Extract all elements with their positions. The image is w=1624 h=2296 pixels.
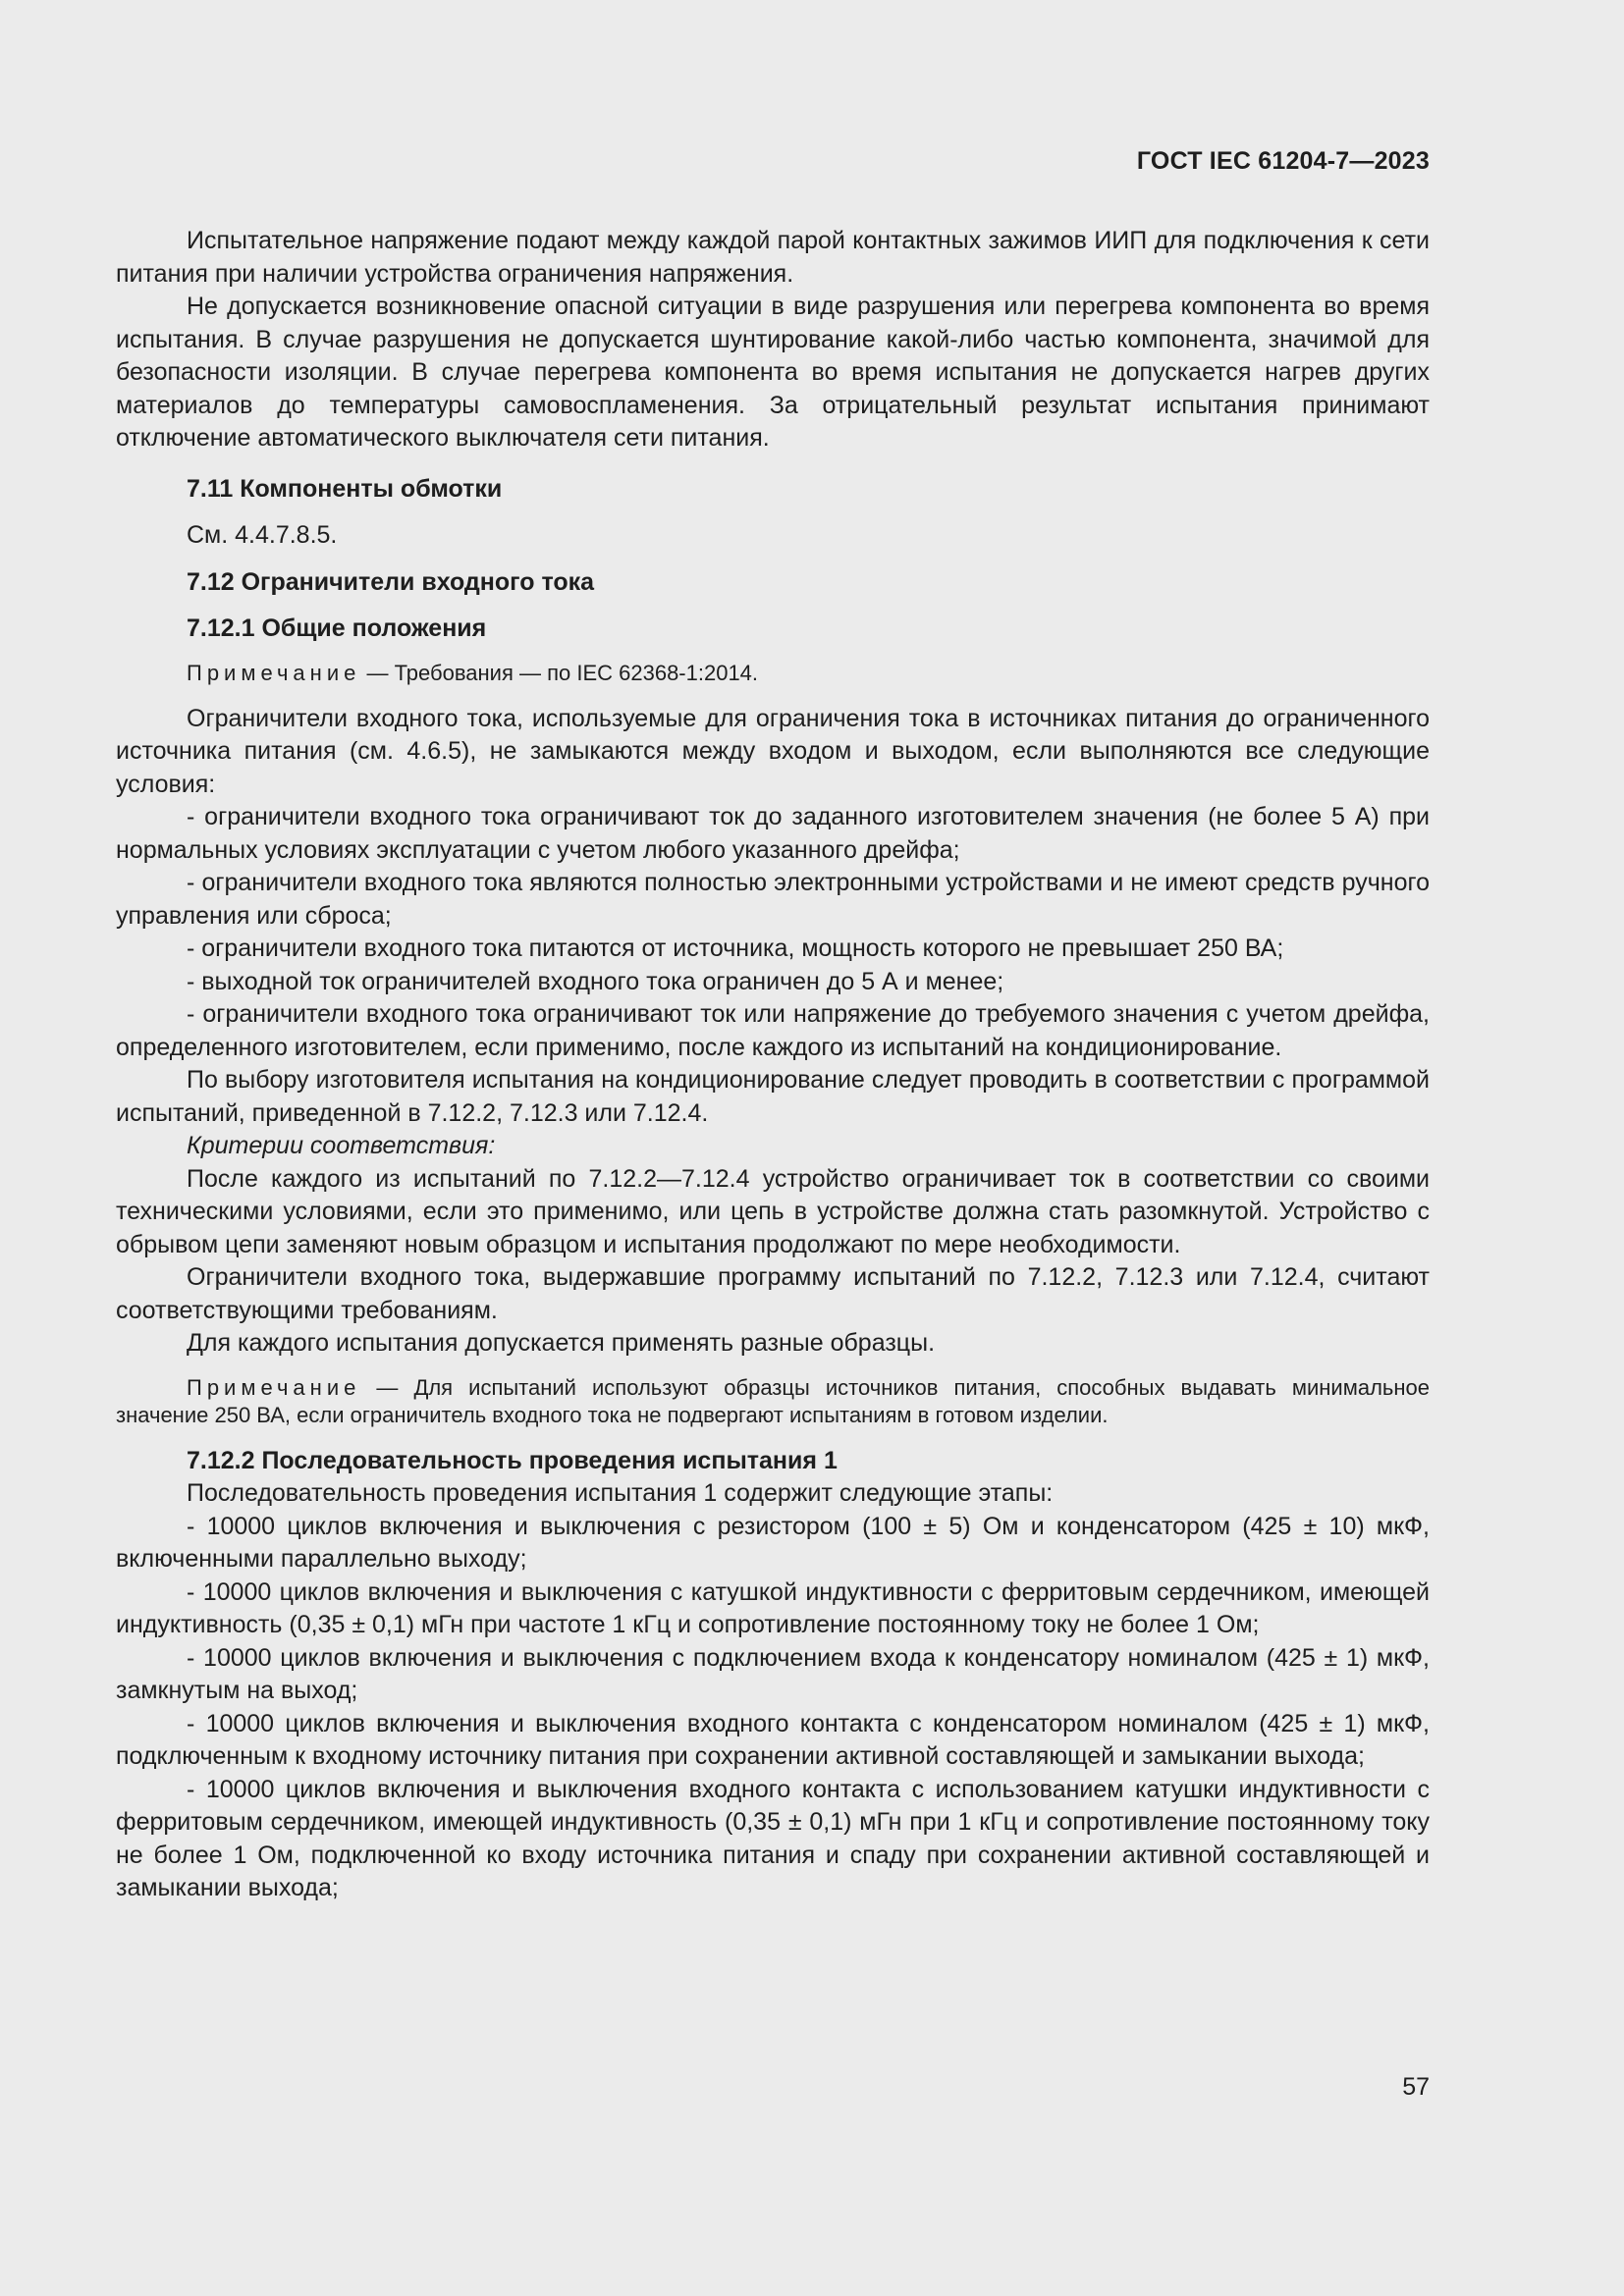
document-header: ГОСТ IEC 61204-7—2023 <box>1136 147 1430 175</box>
list-item: - 10000 циклов включения и выключения с катушкой индуктивности с ферритовым сердечником, имеющей индуктивность (0,35 ± 0,1) мГн при частоте 1 кГц и сопротивление постоянному току не более 1 Ом; <box>116 1577 1430 1638</box>
criteria-label: Критерии соответствия: <box>187 1132 496 1159</box>
list-item: - ограничители входного тока ограничивают ток или напряжение до требуемого значения с учетом дрейфа, определенного изготовителем, если применимо, после каждого из испытаний на кондиционирование. <box>116 1000 1430 1061</box>
note-label: Примечание <box>187 660 361 685</box>
list-item: - 10000 циклов включения и выключения с резистором (100 ± 5) Ом и конденсатором (425 ± 10) мкФ, включенными параллельно выходу; <box>116 1512 1430 1573</box>
note-label: Примечание <box>187 1374 361 1400</box>
list-item: - ограничители входного тока являются полностью электронными устройствами и не имеют средств ручного управления или сброса; <box>116 869 1430 930</box>
section-heading: 7.11 Компоненты обмотки <box>187 474 503 503</box>
note-text: — Для испытаний используют образцы источников питания, способных выдавать минимальное значение 250 ВА, если ограничитель входного тока не подвергают испытаниям в готовом изделии. <box>116 1374 1430 1427</box>
page-number: 57 <box>1402 2073 1430 2101</box>
paragraph: Ограничители входного тока, выдержавшие программу испытаний по 7.12.2, 7.12.3 или 7.12.4, считают соответствующими требованиям. <box>116 1263 1430 1324</box>
document-body <box>116 225 1430 1905</box>
subsection-heading: 7.12.2 Последовательность проведения испытания 1 <box>187 1446 838 1474</box>
paragraph: Не допускается возникновение опасной ситуации в виде разрушения или перегрева компонента во время испытания. В случае разрушения не допускается шунтирование какой-либо частью компонента, значимой для безопасности изоляции. В случае перегрева компонента во время испытания не допускается нагрев других материалов до температуры самовоспламенения. За отрицательный результат испытания принимают отключение автоматического выключателя сети питания. <box>116 293 1430 452</box>
paragraph: Ограничители входного тока, используемые для ограничения тока в источниках питания до ограниченного источника питания (см. 4.6.5), не замыкаются между входом и выходом, если выполняются все следующие условия: <box>116 704 1430 798</box>
note <box>116 1374 1430 1429</box>
note-text: — Требования — по IEC 62368-1:2014. <box>360 660 759 685</box>
list-item: - выходной ток ограничителей входного тока ограничен до 5 А и менее; <box>187 967 1004 995</box>
section-heading: 7.12 Ограничители входного тока <box>187 567 595 596</box>
paragraph: Испытательное напряжение подают между каждой парой контактных зажимов ИИП для подключения к сети питания при наличии устройства ограничения напряжения. <box>116 227 1430 288</box>
paragraph: См. 4.4.7.8.5. <box>187 521 338 549</box>
paragraph: Для каждого испытания допускается применять разные образцы. <box>187 1329 936 1357</box>
paragraph: После каждого из испытаний по 7.12.2—7.12.4 устройство ограничивает ток в соответствии со своими техническими условиями, если это применимо, или цепь в устройстве должна стать разомкнутой. Устройство с обрывом цепи заменяют новым образцом и испытания продолжают по мере необходимости. <box>116 1164 1430 1258</box>
list-item: - 10000 циклов включения и выключения входного контакта с использованием катушки индуктивности с ферритовым сердечником, имеющей индуктивность (0,35 ± 0,1) мГн при 1 кГц и сопротивление постоянному току не более 1 Ом, подключенной ко входу источника питания и спаду при сохранении активной составляющей и замыкании выхода; <box>116 1775 1430 1901</box>
paragraph: Последовательность проведения испытания 1 содержит следующие этапы: <box>187 1479 1054 1507</box>
subsection-heading: 7.12.1 Общие положения <box>187 614 487 642</box>
list-item: - ограничители входного тока питаются от источника, мощность которого не превышает 250 ВА; <box>187 934 1284 962</box>
note <box>116 660 1430 687</box>
list-item: - 10000 циклов включения и выключения входного контакта с конденсатором номиналом (425 ± 1) мкФ, подключенным к входному источнику питания при сохранении активной составляющей и замыкании выхода; <box>116 1709 1430 1770</box>
list-item: - 10000 циклов включения и выключения с подключением входа к конденсатору номиналом (425 ± 1) мкФ, замкнутым на выход; <box>116 1643 1430 1704</box>
list-item: - ограничители входного тока ограничивают ток до заданного изготовителем значения (не более 5 А) при нормальных условиях эксплуатации с учетом любого указанного дрейфа; <box>116 803 1430 864</box>
paragraph: По выбору изготовителя испытания на кондиционирование следует проводить в соответствии с программой испытаний, приведенной в 7.12.2, 7.12.3 или 7.12.4. <box>116 1066 1430 1127</box>
